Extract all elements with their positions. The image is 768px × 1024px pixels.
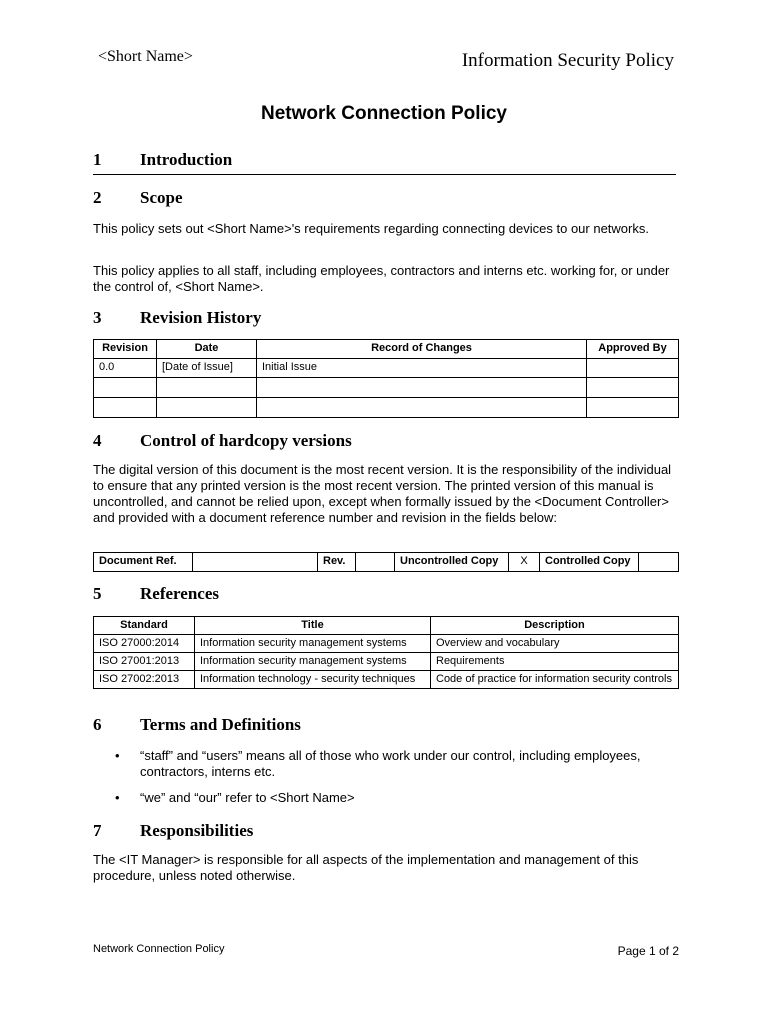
rev-label: Rev. [318, 553, 356, 572]
table-cell: ISO 27001:2013 [94, 653, 195, 671]
table-cell [257, 378, 587, 398]
table-cell: Information security management systems [195, 653, 431, 671]
footer-page-number: Page 1 of 2 [617, 944, 679, 958]
section-number: 3 [93, 308, 102, 327]
table-cell: Code of practice for information security controls [431, 671, 679, 689]
controlled-copy-label: Controlled Copy [540, 553, 639, 572]
table-row [94, 635, 679, 653]
section-number: 1 [93, 150, 102, 169]
scope-paragraph-1: This policy sets out <Short Name>'s requirements regarding connecting devices to our networks. [93, 221, 649, 236]
table-cell: ISO 27000:2014 [94, 635, 195, 653]
section-number: 5 [93, 584, 102, 603]
list-item [115, 790, 675, 806]
header-short-name: <Short Name> [98, 48, 193, 65]
table-cell: ISO 27002:2013 [94, 671, 195, 689]
section-title: References [140, 584, 219, 603]
section-title: Revision History [140, 308, 262, 327]
doc-ref-value [193, 553, 318, 572]
uncontrolled-copy-label: Uncontrolled Copy [395, 553, 509, 572]
section-number: 2 [93, 188, 102, 207]
table-cell [94, 378, 157, 398]
section-heading-introduction [93, 150, 232, 170]
uncontrolled-copy-mark: X [509, 553, 540, 572]
scope-paragraph-2: This policy applies to all staff, including employees, contractors and interns etc. working for, or under the control of, <Short Name>. [93, 263, 670, 294]
table-cell [587, 378, 679, 398]
bullet-icon: • [115, 748, 120, 763]
list-item [115, 748, 675, 780]
table-cell: Information technology - security techniques [195, 671, 431, 689]
column-header: Record of Changes [257, 340, 587, 359]
table-cell: Requirements [431, 653, 679, 671]
hardcopy-paragraph: The digital version of this document is the most recent version. It is the responsibility of the individual to ensure that any printed version is the most recent version. The printed version of this manual is uncontrolled, and cannot be relied upon, except when formally issued by the <Document Controller> and provided with a document reference number and revision in the fields below: [93, 462, 672, 525]
references-table [93, 616, 679, 689]
section-heading-terms [93, 715, 301, 735]
table-row-empty [94, 378, 679, 398]
section-heading-scope [93, 188, 183, 208]
revision-history-table [93, 339, 679, 418]
table-cell [257, 398, 587, 418]
section-title: Terms and Definitions [140, 715, 301, 734]
section-heading-references [93, 584, 219, 604]
table-row [94, 359, 679, 378]
section-number: 7 [93, 821, 102, 840]
section-title: Control of hardcopy versions [140, 431, 352, 450]
table-cell: [Date of Issue] [157, 359, 257, 378]
list-item-text: “we” and “our” refer to <Short Name> [140, 790, 355, 805]
definitions-list [115, 748, 675, 816]
column-header: Standard [94, 617, 195, 635]
list-item-text: “staff” and “users” means all of those who work under our control, including employees, contractors, interns etc. [140, 748, 641, 779]
table-header-row [94, 340, 679, 359]
column-header: Approved By [587, 340, 679, 359]
rev-value [356, 553, 395, 572]
table-cell [157, 398, 257, 418]
section-number: 6 [93, 715, 102, 734]
section-heading-responsibilities [93, 821, 253, 841]
table-cell [94, 398, 157, 418]
column-header: Title [195, 617, 431, 635]
table-cell: 0.0 [94, 359, 157, 378]
table-row [94, 671, 679, 689]
doc-ref-label: Document Ref. [94, 553, 193, 572]
table-header-row [94, 617, 679, 635]
table-cell: Overview and vocabulary [431, 635, 679, 653]
table-row [94, 653, 679, 671]
table-row [94, 553, 679, 572]
bullet-icon: • [115, 790, 120, 805]
column-header: Description [431, 617, 679, 635]
table-cell [587, 359, 679, 378]
column-header: Revision [94, 340, 157, 359]
column-header: Date [157, 340, 257, 359]
table-cell: Initial Issue [257, 359, 587, 378]
footer-document-name: Network Connection Policy [93, 943, 225, 955]
section-title: Introduction [140, 150, 233, 169]
table-cell: Information security management systems [195, 635, 431, 653]
table-row-empty [94, 398, 679, 418]
section-title: Responsibilities [140, 821, 254, 840]
document-title: Network Connection Policy [261, 103, 507, 124]
document-control-table [93, 552, 679, 572]
section-heading-revision-history [93, 308, 261, 328]
responsibilities-paragraph: The <IT Manager> is responsible for all aspects of the implementation and management of this procedure, unless noted otherwise. [93, 852, 639, 883]
table-cell [157, 378, 257, 398]
section-heading-hardcopy-control [93, 431, 352, 451]
section-number: 4 [93, 431, 102, 450]
header-policy-series: Information Security Policy [461, 50, 674, 71]
heading-rule [93, 174, 676, 175]
section-title: Scope [140, 188, 183, 207]
table-cell [587, 398, 679, 418]
controlled-copy-mark [639, 553, 679, 572]
